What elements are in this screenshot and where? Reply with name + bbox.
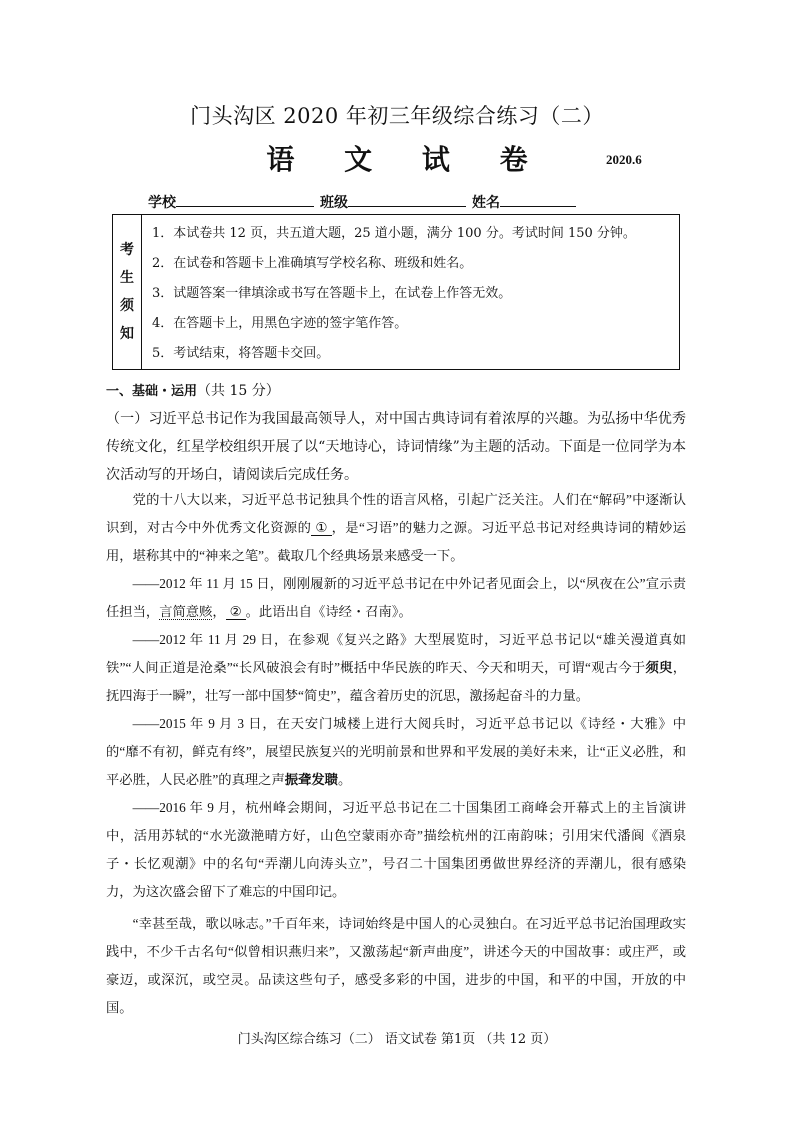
page-footer: 门头沟区综合练习（二） 语文试卷 第1页 （共 12 页）	[237, 1032, 557, 1047]
passage-text: 党的十八大以来，习近平总书记独具个性的语言风格，引起广泛关注。人们在“解码”中逐渐认识到，对古今中外优秀文化资源的	[106, 492, 686, 535]
passage-text: ——2012 年 11 月 15 日，刚刚履新的习近平总书记在中外记者见面会上，以“夙夜在公”宣示责任担当，	[106, 576, 686, 619]
notice-rules	[142, 215, 679, 369]
bold-term: 振聋发聩	[284, 772, 338, 787]
passage-text: ——2012 年 11 月 29 日，在参观《复兴之路》大型展览时，习近平总书记以“雄关漫道真如铁”“人间正道是沧桑”“长风破浪会有时”概括中华民族的昨天、今天和明天，可谓“观古今于	[106, 632, 686, 675]
passage-text: ，	[212, 604, 226, 619]
passage-paragraph	[106, 710, 686, 794]
passage-text: 。	[337, 772, 352, 787]
blank-1: ①	[311, 520, 331, 536]
passage-paragraph	[106, 626, 686, 710]
exam-instructions-box	[112, 214, 680, 370]
passage-paragraph: ——2016 年 9 月，杭州峰会期间，习近平总书记在二十国集团工商峰会开幕式上的主旨演讲中，活用苏轼的“水光潋滟晴方好，山色空蒙雨亦奇”描绘杭州的江南韵味；引用宋代潘阆《酒泉子・长忆观潮》中的名句“弄潮儿向涛头立”，号召二十国集团勇做世界经济的弄潮儿，很有感染力，为这次盛会留下了难忘的中国印记。	[106, 800, 686, 899]
passage-text: ，抚四海于一瞬”，壮写一部中国梦“简史”，蕴含着历史的沉思，激扬起奋斗的力量。	[106, 660, 686, 703]
reading-passage	[106, 486, 686, 1022]
notice-char: 知	[120, 326, 134, 342]
notice-side-label	[113, 215, 142, 369]
blank-2: ②	[226, 604, 246, 620]
exam-title: 门头沟区 2020 年初三年级综合练习（二）	[190, 104, 604, 128]
notice-char: 须	[120, 298, 134, 314]
notice-char: 考	[120, 242, 134, 258]
marked-phrase: 言简意赅	[159, 604, 213, 619]
question-intro: （一）习近平总书记作为我国最高领导人，对中国古典诗词有着浓厚的兴趣。为弘扬中华优秀传统文化，红星学校组织开展了以“天地诗心，诗词情缘”为主题的活动。下面是一位同学为本次活动写的开场白，请阅读后完成任务。	[106, 411, 686, 483]
passage-paragraph: “幸甚至哉，歌以咏志。”千百年来，诗词始终是中国人的心灵独白。在习近平总书记治国理政实践中，不少千古名句“似曾相识燕归来”，又激荡起“新声曲度”，讲述今天的中国故事：或庄严，或豪迈，或深沉，或空灵。品读这些句子，感受多彩的中国，进步的中国，和平的中国，开放的中国。	[106, 916, 686, 1015]
passage-text: 。此语出自《诗经・召南》。	[245, 604, 412, 619]
school-blank[interactable]	[176, 192, 314, 207]
section-heading	[106, 380, 280, 400]
notice-rule: 4．在答题卡上，用黑色字迹的签字笔作答。	[152, 316, 408, 331]
notice-rule: 1．本试卷共 12 页，共五道大题，25 道小题，满分 100 分。考试时间 150 分钟。	[152, 226, 636, 241]
passage-text: ，是“习语”的魅力之源。习近平总书记对经典诗词的精妙运用，堪称其中的“神来之笔”。截取几个经典场景来感受一下。	[106, 520, 686, 563]
class-blank[interactable]	[348, 192, 466, 207]
passage-paragraph	[106, 486, 686, 570]
class-label: 班级	[320, 195, 348, 211]
section-score: （共 15 分）	[197, 383, 280, 399]
exam-date: 2020.6	[606, 152, 642, 167]
section-title: 一、基础・运用	[106, 384, 198, 399]
subject-title: 语 文 试 卷	[266, 143, 548, 176]
school-label: 学校	[148, 195, 176, 211]
notice-rule: 3．试题答案一律填涂或书写在答题卡上，在试卷上作答无效。	[152, 286, 512, 301]
student-info-line	[148, 192, 582, 212]
passage-paragraph	[106, 570, 686, 626]
notice-char: 生	[120, 270, 134, 286]
bold-term: 须臾	[645, 660, 673, 675]
notice-rule: 2．在试卷和答题卡上准确填写学校名称、班级和姓名。	[152, 256, 473, 271]
name-label: 姓名	[472, 195, 500, 211]
notice-rule: 5．考试结束，将答题卡交回。	[152, 346, 330, 361]
passage-text: ——2015 年 9 月 3 日，在天安门城楼上进行大阅兵时，习近平总书记以《诗经・大雅》中的“靡不有初，鲜克有终”，展望民族复兴的光明前景和世界和平发展的美好未来，让“正义必胜，和平必胜，人民必胜”的真理之声	[106, 716, 686, 787]
name-blank[interactable]	[500, 192, 576, 207]
